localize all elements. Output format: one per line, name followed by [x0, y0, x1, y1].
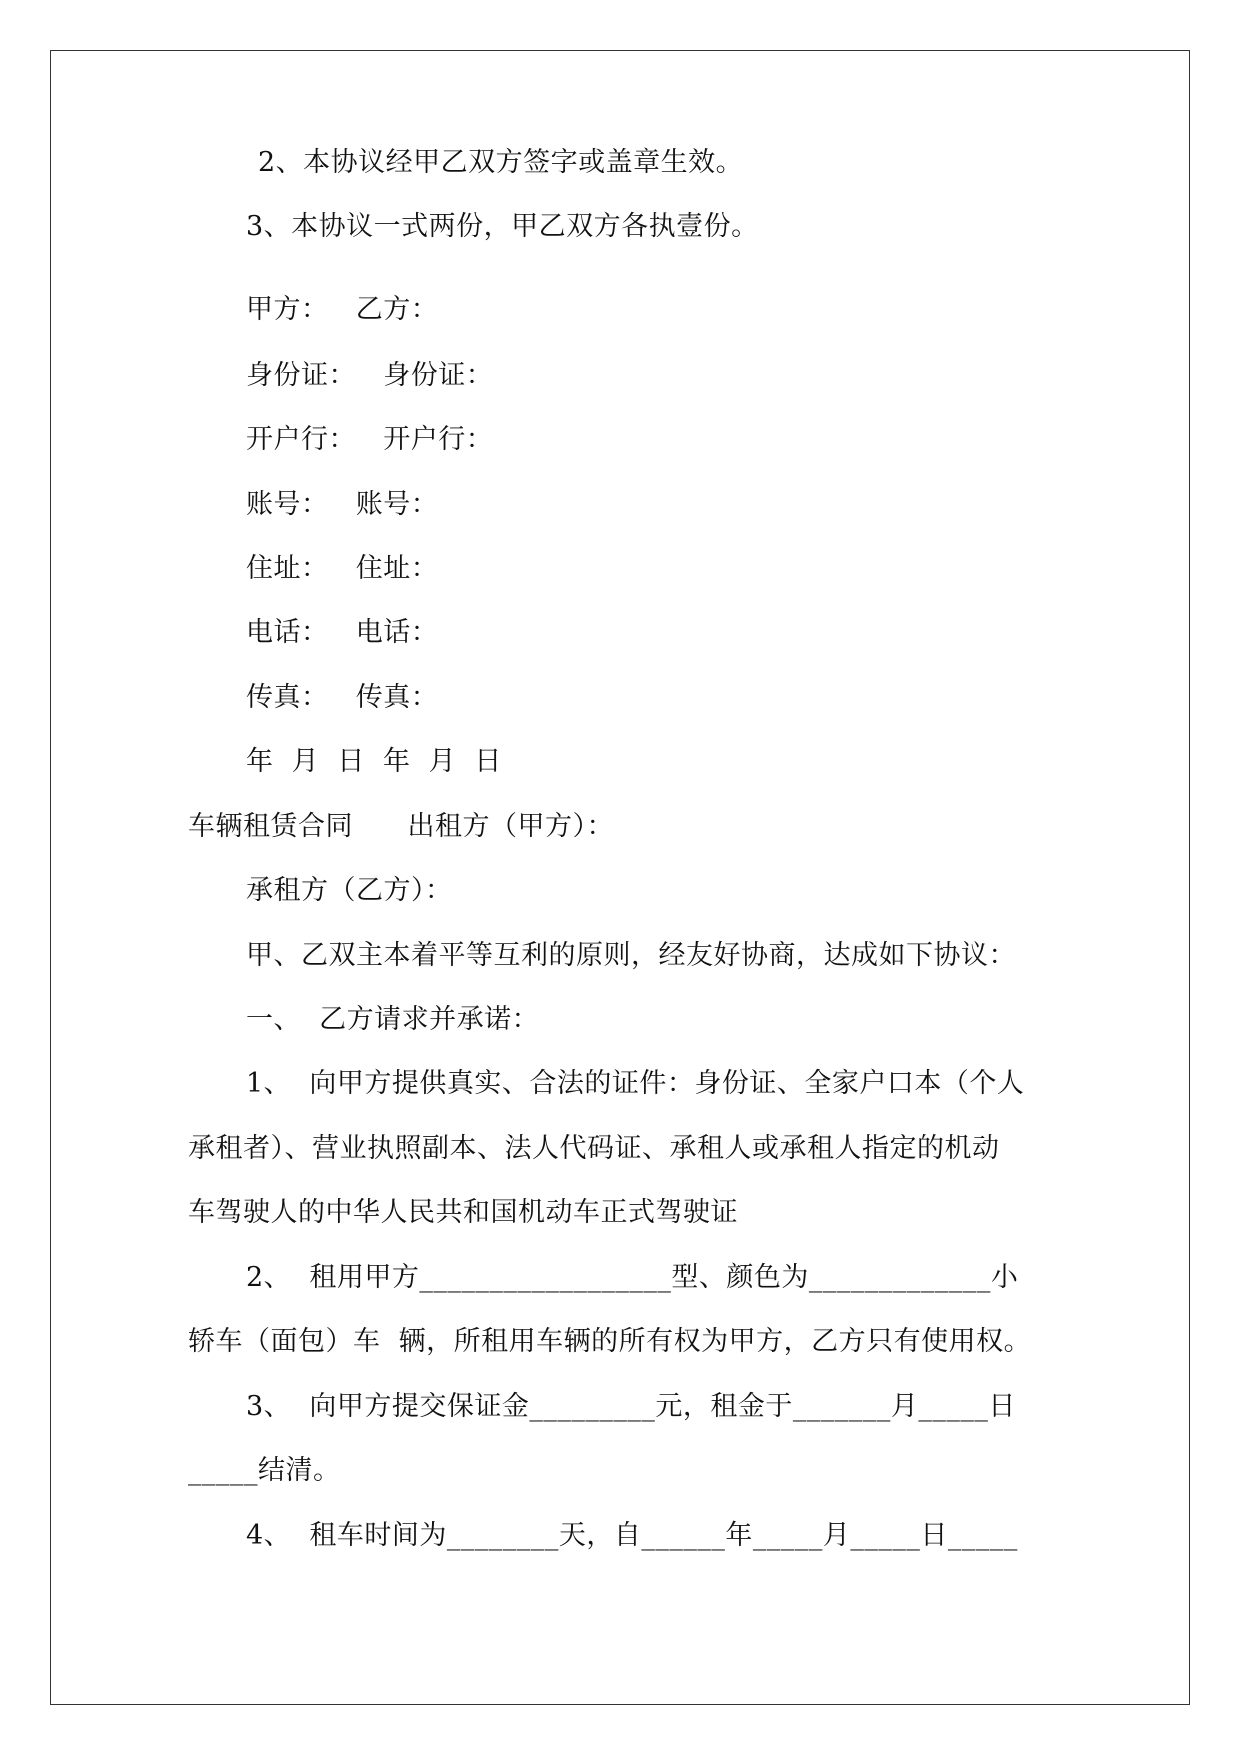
sign-date: 年 月 日 年 月 日: [246, 746, 502, 777]
sign-address: 住址： 住址：: [246, 553, 439, 584]
sign-fax: 传真： 传真：: [246, 682, 439, 713]
sign-id: 身份证： 身份证：: [246, 360, 494, 391]
item-1-line-3: 车驾驶人的中华人民共和国机动车正式驾驶证: [188, 1197, 738, 1228]
section-1-heading: 一、 乙方请求并承诺：: [246, 1004, 540, 1035]
sign-phone: 电话： 电话：: [246, 617, 439, 648]
lessee: 承租方（乙方）：: [246, 875, 453, 906]
contract-title: 车辆租赁合同 出租方（甲方）：: [188, 811, 614, 842]
item-2-line-1: 2、 租用甲方__________________型、颜色为_____________小: [246, 1262, 1019, 1293]
clause-3-copies: 3、本协议一式两份，甲乙双方各执壹份。: [246, 211, 759, 242]
item-3-line-2: _____结清。: [188, 1455, 341, 1486]
sign-bank: 开户行： 开户行：: [246, 424, 494, 455]
sign-account: 账号： 账号：: [246, 489, 439, 520]
item-3-line-1: 3、 向甲方提交保证金_________元，租金于_______月_____日: [246, 1391, 1016, 1422]
clause-2-effect: 2、本协议经甲乙双方签字或盖章生效。: [258, 147, 744, 178]
item-1-line-2: 承租者）、营业执照副本、法人代码证、承租人或承租人指定的机动: [188, 1133, 1000, 1164]
preamble: 甲、乙双主本着平等互利的原则，经友好协商，达成如下协议：: [246, 940, 1016, 971]
sign-party: 甲方： 乙方：: [246, 294, 439, 325]
item-1-line-1: 1、 向甲方提供真实、合法的证件：身份证、全家户口本（个人: [246, 1068, 1025, 1099]
item-2-line-2: 轿车（面包）车 辆，所租用车辆的所有权为甲方，乙方只有使用权。: [188, 1326, 1032, 1357]
item-4-line-1: 4、 租车时间为________天，自______年_____月_____日_____: [246, 1520, 1018, 1551]
